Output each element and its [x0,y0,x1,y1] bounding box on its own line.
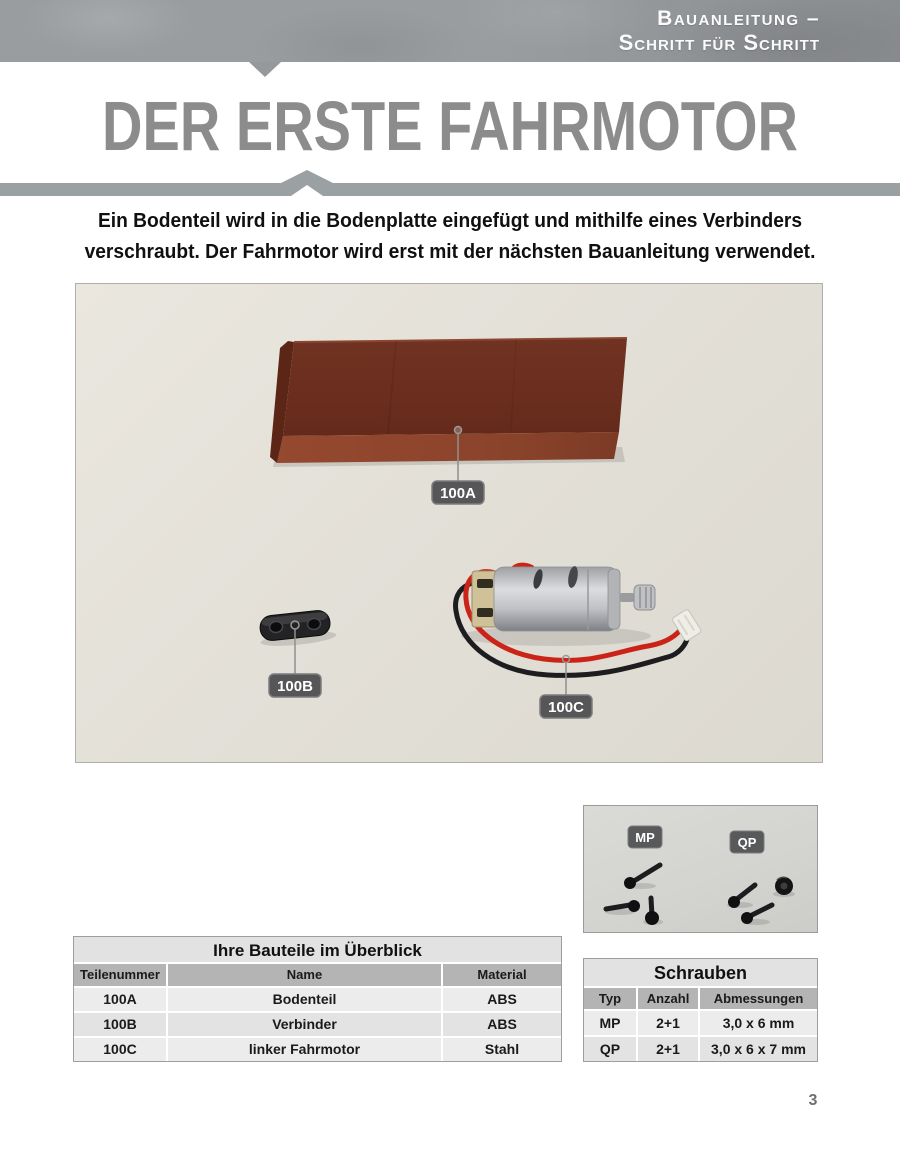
screws-table-header-row [584,988,817,1009]
column-header-material: Material [443,964,561,986]
cell-screw-type: QP [584,1037,636,1061]
cell-screw-dimensions: 3,0 x 6 x 7 mm [700,1037,817,1061]
part-100c-fahrmotor [456,565,702,676]
header-line-2: Schritt für Schritt [618,30,820,55]
parts-photo [75,283,823,763]
part-label-100b-text: 100B [277,678,313,695]
cell-part-material: ABS [443,988,561,1011]
header-text [619,7,820,55]
parts-table [73,936,562,1062]
cell-part-name: linker Fahrmotor [168,1038,441,1061]
screws-table [583,958,818,1062]
cell-part-number: 100C [74,1038,166,1061]
cell-part-material: Stahl [443,1038,561,1061]
qp-screw-icon [727,885,755,908]
part-label-100c [540,656,592,719]
column-header-typ: Typ [584,988,636,1009]
column-header-teilenummer: Teilenummer [74,964,166,986]
cell-screw-count: 2+1 [638,1037,698,1061]
part-label-100c-text: 100C [548,699,584,716]
mp-screw-icon [643,898,663,925]
mp-screw-icon [624,865,660,889]
part-100a-bodenteil [270,338,627,467]
mp-label: MP [635,830,655,845]
table-row-mp [584,1011,817,1035]
screws-table-title: Schrauben [584,959,817,988]
page-number: 3 [808,1092,818,1109]
qp-nut-icon [773,877,795,897]
cell-part-name: Verbinder [168,1013,441,1036]
cell-part-name: Bodenteil [168,988,441,1011]
page-title: DER ERSTE FAHRMOTOR [102,87,798,165]
banner-chevron-icon [249,62,281,77]
cell-screw-type: MP [584,1011,636,1035]
intro-line-2: verschraubt. Der Fahrmotor wird erst mit der nächsten Bauanleitung verwendet. [84,241,816,263]
table-row-qp [584,1037,817,1061]
intro-line-1: Ein Bodenteil wird in die Bodenplatte eingefügt und mithilfe eines Verbinders [97,210,803,232]
column-header-abmessungen: Abmessungen [700,988,817,1009]
cell-part-number: 100A [74,988,166,1011]
cell-part-material: ABS [443,1013,561,1036]
intro-paragraph [18,206,882,268]
table-row-100a [74,988,561,1011]
parts-table-header-row [74,964,561,986]
part-label-100a-text: 100A [440,485,476,502]
divider-chevron [0,168,900,198]
table-row-100b [74,1013,561,1036]
cell-screw-dimensions: 3,0 x 6 mm [700,1011,817,1035]
parts-table-title: Ihre Bauteile im Überblick [74,937,561,964]
divider-shape [0,170,900,196]
table-row-100c [74,1038,561,1061]
column-header-name: Name [168,964,441,986]
header-line-1: Bauanleitung – [657,7,820,30]
column-header-anzahl: Anzahl [638,988,698,1009]
cell-screw-count: 2+1 [638,1011,698,1035]
mp-screw-icon [605,900,640,915]
screws-box [583,805,818,933]
qp-screw-icon [741,905,772,925]
cell-part-number: 100B [74,1013,166,1036]
qp-label: QP [737,835,757,850]
